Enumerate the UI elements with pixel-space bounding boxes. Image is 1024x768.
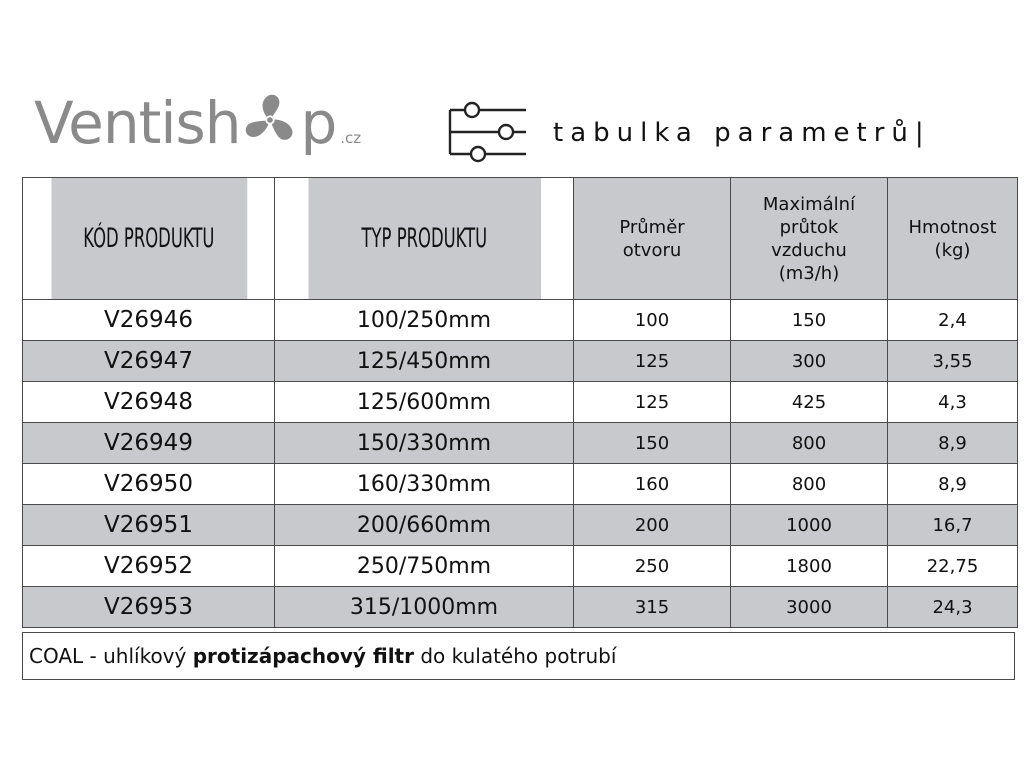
- cell-code: V26950: [23, 464, 275, 505]
- header-weight: Hmotnost (kg): [888, 178, 1018, 300]
- cell-code: V26952: [23, 546, 275, 587]
- cell-diameter: 200: [574, 505, 731, 546]
- table-row: [23, 587, 1018, 628]
- cell-type: 250/750mm: [275, 546, 574, 587]
- cell-weight: 4,3: [888, 382, 1018, 423]
- cell-type: 200/660mm: [275, 505, 574, 546]
- table-body: [23, 300, 1018, 628]
- product-note: [22, 632, 1015, 680]
- cell-weight: 3,55: [888, 341, 1018, 382]
- cell-type: 100/250mm: [275, 300, 574, 341]
- cell-type: 160/330mm: [275, 464, 574, 505]
- cell-weight: 16,7: [888, 505, 1018, 546]
- cell-diameter: 100: [574, 300, 731, 341]
- cell-code: V26953: [23, 587, 275, 628]
- cell-code: V26947: [23, 341, 275, 382]
- table-row: [23, 464, 1018, 505]
- cell-airflow: 425: [731, 382, 888, 423]
- sliders-icon: [448, 96, 528, 166]
- cell-diameter: 150: [574, 423, 731, 464]
- header-diameter: Průměr otvoru: [574, 178, 731, 300]
- cell-code: V26948: [23, 382, 275, 423]
- cell-diameter: 125: [574, 341, 731, 382]
- cell-type: 125/450mm: [275, 341, 574, 382]
- cell-code: V26946: [23, 300, 275, 341]
- cell-airflow: 300: [731, 341, 888, 382]
- logo-text-end: p: [300, 89, 337, 157]
- table-row: [23, 423, 1018, 464]
- cell-weight: 8,9: [888, 464, 1018, 505]
- logo-text-start: Ventish: [34, 89, 241, 157]
- cell-airflow: 1000: [731, 505, 888, 546]
- table-row: [23, 300, 1018, 341]
- cell-airflow: 150: [731, 300, 888, 341]
- header: [0, 0, 1024, 178]
- note-suffix: do kulatého potrubí: [413, 644, 617, 668]
- table-row: [23, 382, 1018, 423]
- cell-weight: 24,3: [888, 587, 1018, 628]
- cell-diameter: 315: [574, 587, 731, 628]
- page-subtitle: tabulka parametrů|: [553, 118, 931, 148]
- table-row: [23, 546, 1018, 587]
- table-row: [23, 341, 1018, 382]
- parameters-table: [22, 177, 1018, 628]
- cell-diameter: 250: [574, 546, 731, 587]
- table-row: [23, 505, 1018, 546]
- header-product-type: TYP PRODUKTU: [307, 178, 540, 300]
- cell-airflow: 3000: [731, 587, 888, 628]
- cell-airflow: 1800: [731, 546, 888, 587]
- cell-type: 125/600mm: [275, 382, 574, 423]
- cell-code: V26951: [23, 505, 275, 546]
- table-header-row: [23, 178, 1018, 300]
- ventishop-logo[interactable]: [34, 89, 362, 157]
- cell-diameter: 125: [574, 382, 731, 423]
- logo-tld: .cz: [340, 129, 362, 147]
- cell-weight: 8,9: [888, 423, 1018, 464]
- cell-code: V26949: [23, 423, 275, 464]
- cell-airflow: 800: [731, 423, 888, 464]
- note-bold: protizápachový filtr: [192, 644, 414, 668]
- cell-type: 150/330mm: [275, 423, 574, 464]
- fan-icon: [242, 92, 298, 148]
- header-product-code: KÓD PRODUKTU: [50, 178, 247, 300]
- header-max-airflow: Maximální průtok vzduchu (m3/h): [731, 178, 888, 300]
- cell-diameter: 160: [574, 464, 731, 505]
- note-prefix: COAL - uhlíkový: [29, 644, 193, 668]
- cell-airflow: 800: [731, 464, 888, 505]
- cell-weight: 22,75: [888, 546, 1018, 587]
- cell-weight: 2,4: [888, 300, 1018, 341]
- cell-type: 315/1000mm: [275, 587, 574, 628]
